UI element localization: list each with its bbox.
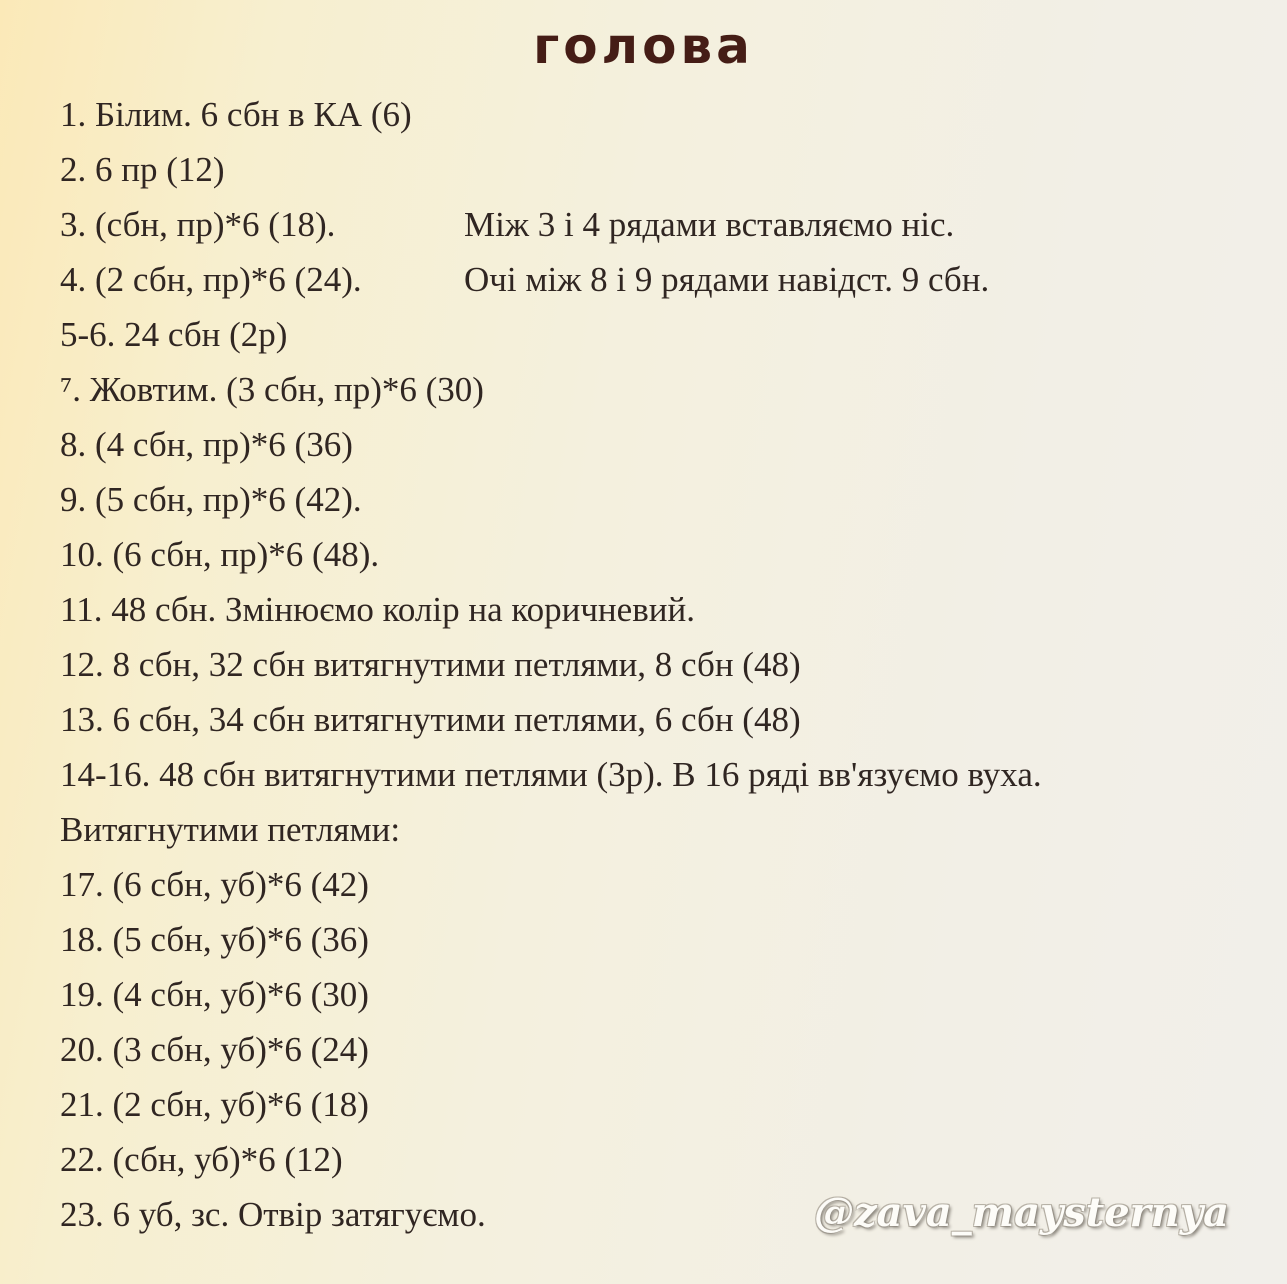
row-1: 1. Білим. 6 сбн в КА (6)	[60, 95, 412, 134]
row-3: 3. (сбн, пр)*6 (18).	[60, 205, 336, 244]
row-11: 11. 48 сбн. Змінюємо колір на коричневий.	[60, 590, 695, 629]
row-5-6: 5-6. 24 сбн (2р)	[60, 315, 288, 354]
page-title: голова	[533, 17, 754, 75]
row-17: 17. (6 сбн, уб)*6 (42)	[60, 865, 369, 904]
row-8: 8. (4 сбн, пр)*6 (36)	[60, 425, 353, 464]
row-7: ⁷. Жовтим. (3 сбн, пр)*6 (30)	[60, 370, 484, 409]
row-9: 9. (5 сбн, пр)*6 (42).	[60, 480, 362, 519]
row-4: 4. (2 сбн, пр)*6 (24).	[60, 260, 362, 299]
row-18: 18. (5 сбн, уб)*6 (36)	[60, 920, 369, 959]
section-label: Витягнутими петлями:	[60, 810, 401, 849]
row-19: 19. (4 сбн, уб)*6 (30)	[60, 975, 369, 1014]
row-14-16: 14-16. 48 сбн витягнутими петлями (3р). В 16 ряді вв'язуємо вуха.	[60, 755, 1042, 794]
watermark: @zava_maysternya	[813, 1189, 1229, 1236]
row-21: 21. (2 сбн, уб)*6 (18)	[60, 1085, 369, 1124]
row-23: 23. 6 уб, зс. Отвір затягуємо.	[60, 1195, 486, 1234]
row-13: 13. 6 сбн, 34 сбн витягнутими петлями, 6 сбн (48)	[60, 700, 801, 739]
row-10: 10. (6 сбн, пр)*6 (48).	[60, 535, 380, 574]
note-nose: Між 3 і 4 рядами вставляємо ніс.	[464, 205, 955, 244]
row-12: 12. 8 сбн, 32 сбн витягнутими петлями, 8 сбн (48)	[60, 645, 801, 684]
row-20: 20. (3 сбн, уб)*6 (24)	[60, 1030, 369, 1069]
row-2: 2. 6 пр (12)	[60, 150, 225, 189]
note-eyes: Очі між 8 і 9 рядами навідст. 9 сбн.	[464, 260, 990, 299]
row-22: 22. (сбн, уб)*6 (12)	[60, 1140, 343, 1179]
